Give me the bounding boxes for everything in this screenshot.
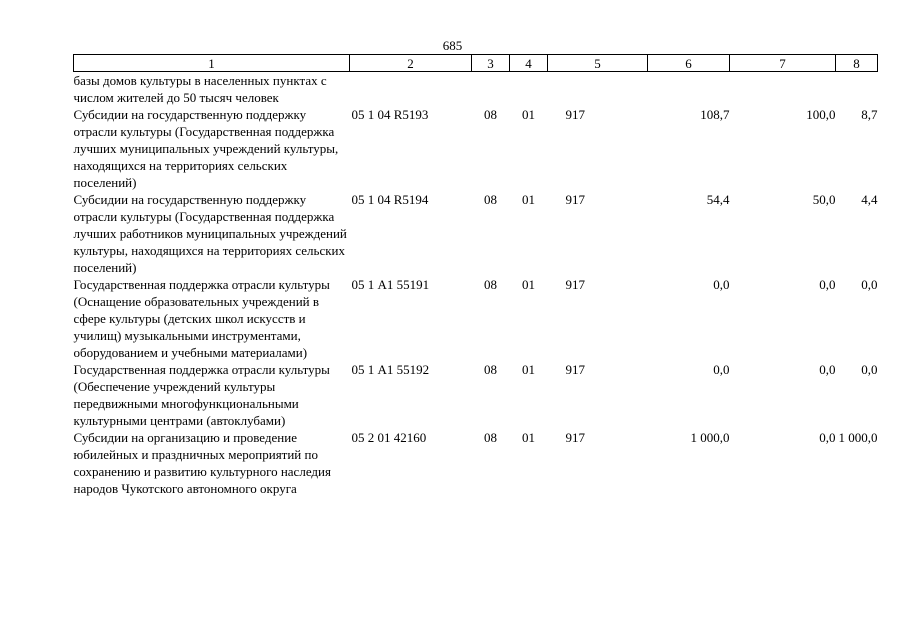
row-name: Субсидии на государственную поддержку отрасли культуры (Государственная поддержка лучших работников муниципальных учреждений культуры, находящихся на территориях сельских поселений) [73,192,347,275]
row-subsection: 01 [522,430,535,445]
row-ministry: 917 [565,430,585,445]
row-subsection: 01 [522,277,535,292]
table-row [74,361,878,429]
row-name: Субсидии на государственную поддержку отрасли культуры (Государственная поддержка лучших муниципальных учреждений культуры, находящихся на территориях сельских поселений) [73,107,339,190]
row-total: 0,0 [713,362,730,377]
row-section: 08 [484,277,497,292]
row-value-8: 8,7 [861,107,878,122]
column-header-4: 4 [510,55,548,72]
row-section: 08 [484,107,497,122]
row-value-7: 0,0 [819,430,836,445]
column-header-8: 8 [836,55,878,72]
row-subsection [510,72,548,107]
column-header-7: 7 [730,55,836,72]
row-value-7 [730,72,836,107]
column-header-5: 5 [548,55,648,72]
row-value-8: 1 000,0 [838,430,878,445]
row-value-8: 4,4 [861,192,878,207]
row-code: 05 1 04 R5193 [351,107,429,122]
row-ministry: 917 [565,362,585,377]
row-value-8 [836,72,878,107]
row-ministry: 917 [565,192,585,207]
column-header-6: 6 [648,55,730,72]
row-name: Государственная поддержка отрасли культуры (Обеспечение учреждений культуры передвижными многофункциональными культурными центрами (автоклубами) [73,362,330,428]
row-code: 05 2 01 42160 [351,430,427,445]
row-name: Субсидии на организацию и проведение юбилейных и праздничных мероприятий по сохранению и развитию культурного наследия народов Чукотского автономного округа [73,430,331,496]
table-row [74,191,878,276]
table-row [74,276,878,361]
row-section: 08 [484,430,497,445]
column-header-1: 1 [74,55,350,72]
row-value-7: 0,0 [819,277,836,292]
row-code [350,72,472,107]
row-value-8: 0,0 [861,277,878,292]
row-section: 08 [484,192,497,207]
budget-table [73,54,878,497]
row-total: 54,4 [706,192,730,207]
row-ministry [548,72,648,107]
row-value-8: 0,0 [861,362,878,377]
row-code: 05 1 А1 55191 [351,277,430,292]
row-name: базы домов культуры в населенных пунктах с числом жителей до 50 тысяч человек [73,73,327,105]
row-name: Государственная поддержка отрасли культуры (Оснащение образовательных учреждений в сфере культуры (детских школ искусств и училищ) музыкальными инструментами, оборудованием и учебными материалами) [73,277,330,360]
row-value-7: 100,0 [806,107,836,122]
header-row [74,55,878,72]
row-value-7: 0,0 [819,362,836,377]
row-value-7: 50,0 [812,192,836,207]
row-total: 108,7 [700,107,730,122]
table-row [74,72,878,107]
row-code: 05 1 А1 55192 [351,362,430,377]
column-header-2: 2 [350,55,472,72]
row-ministry: 917 [565,107,585,122]
row-subsection: 01 [522,192,535,207]
row-section: 08 [484,362,497,377]
row-subsection: 01 [522,362,535,377]
row-total: 0,0 [713,277,730,292]
row-subsection: 01 [522,107,535,122]
column-header-3: 3 [472,55,510,72]
row-section [472,72,510,107]
table-row [74,429,878,497]
page-number: 685 [442,38,463,53]
row-total: 1 000,0 [690,430,730,445]
row-code: 05 1 04 R5194 [351,192,429,207]
row-ministry: 917 [565,277,585,292]
row-total [648,72,730,107]
table-row [74,106,878,191]
